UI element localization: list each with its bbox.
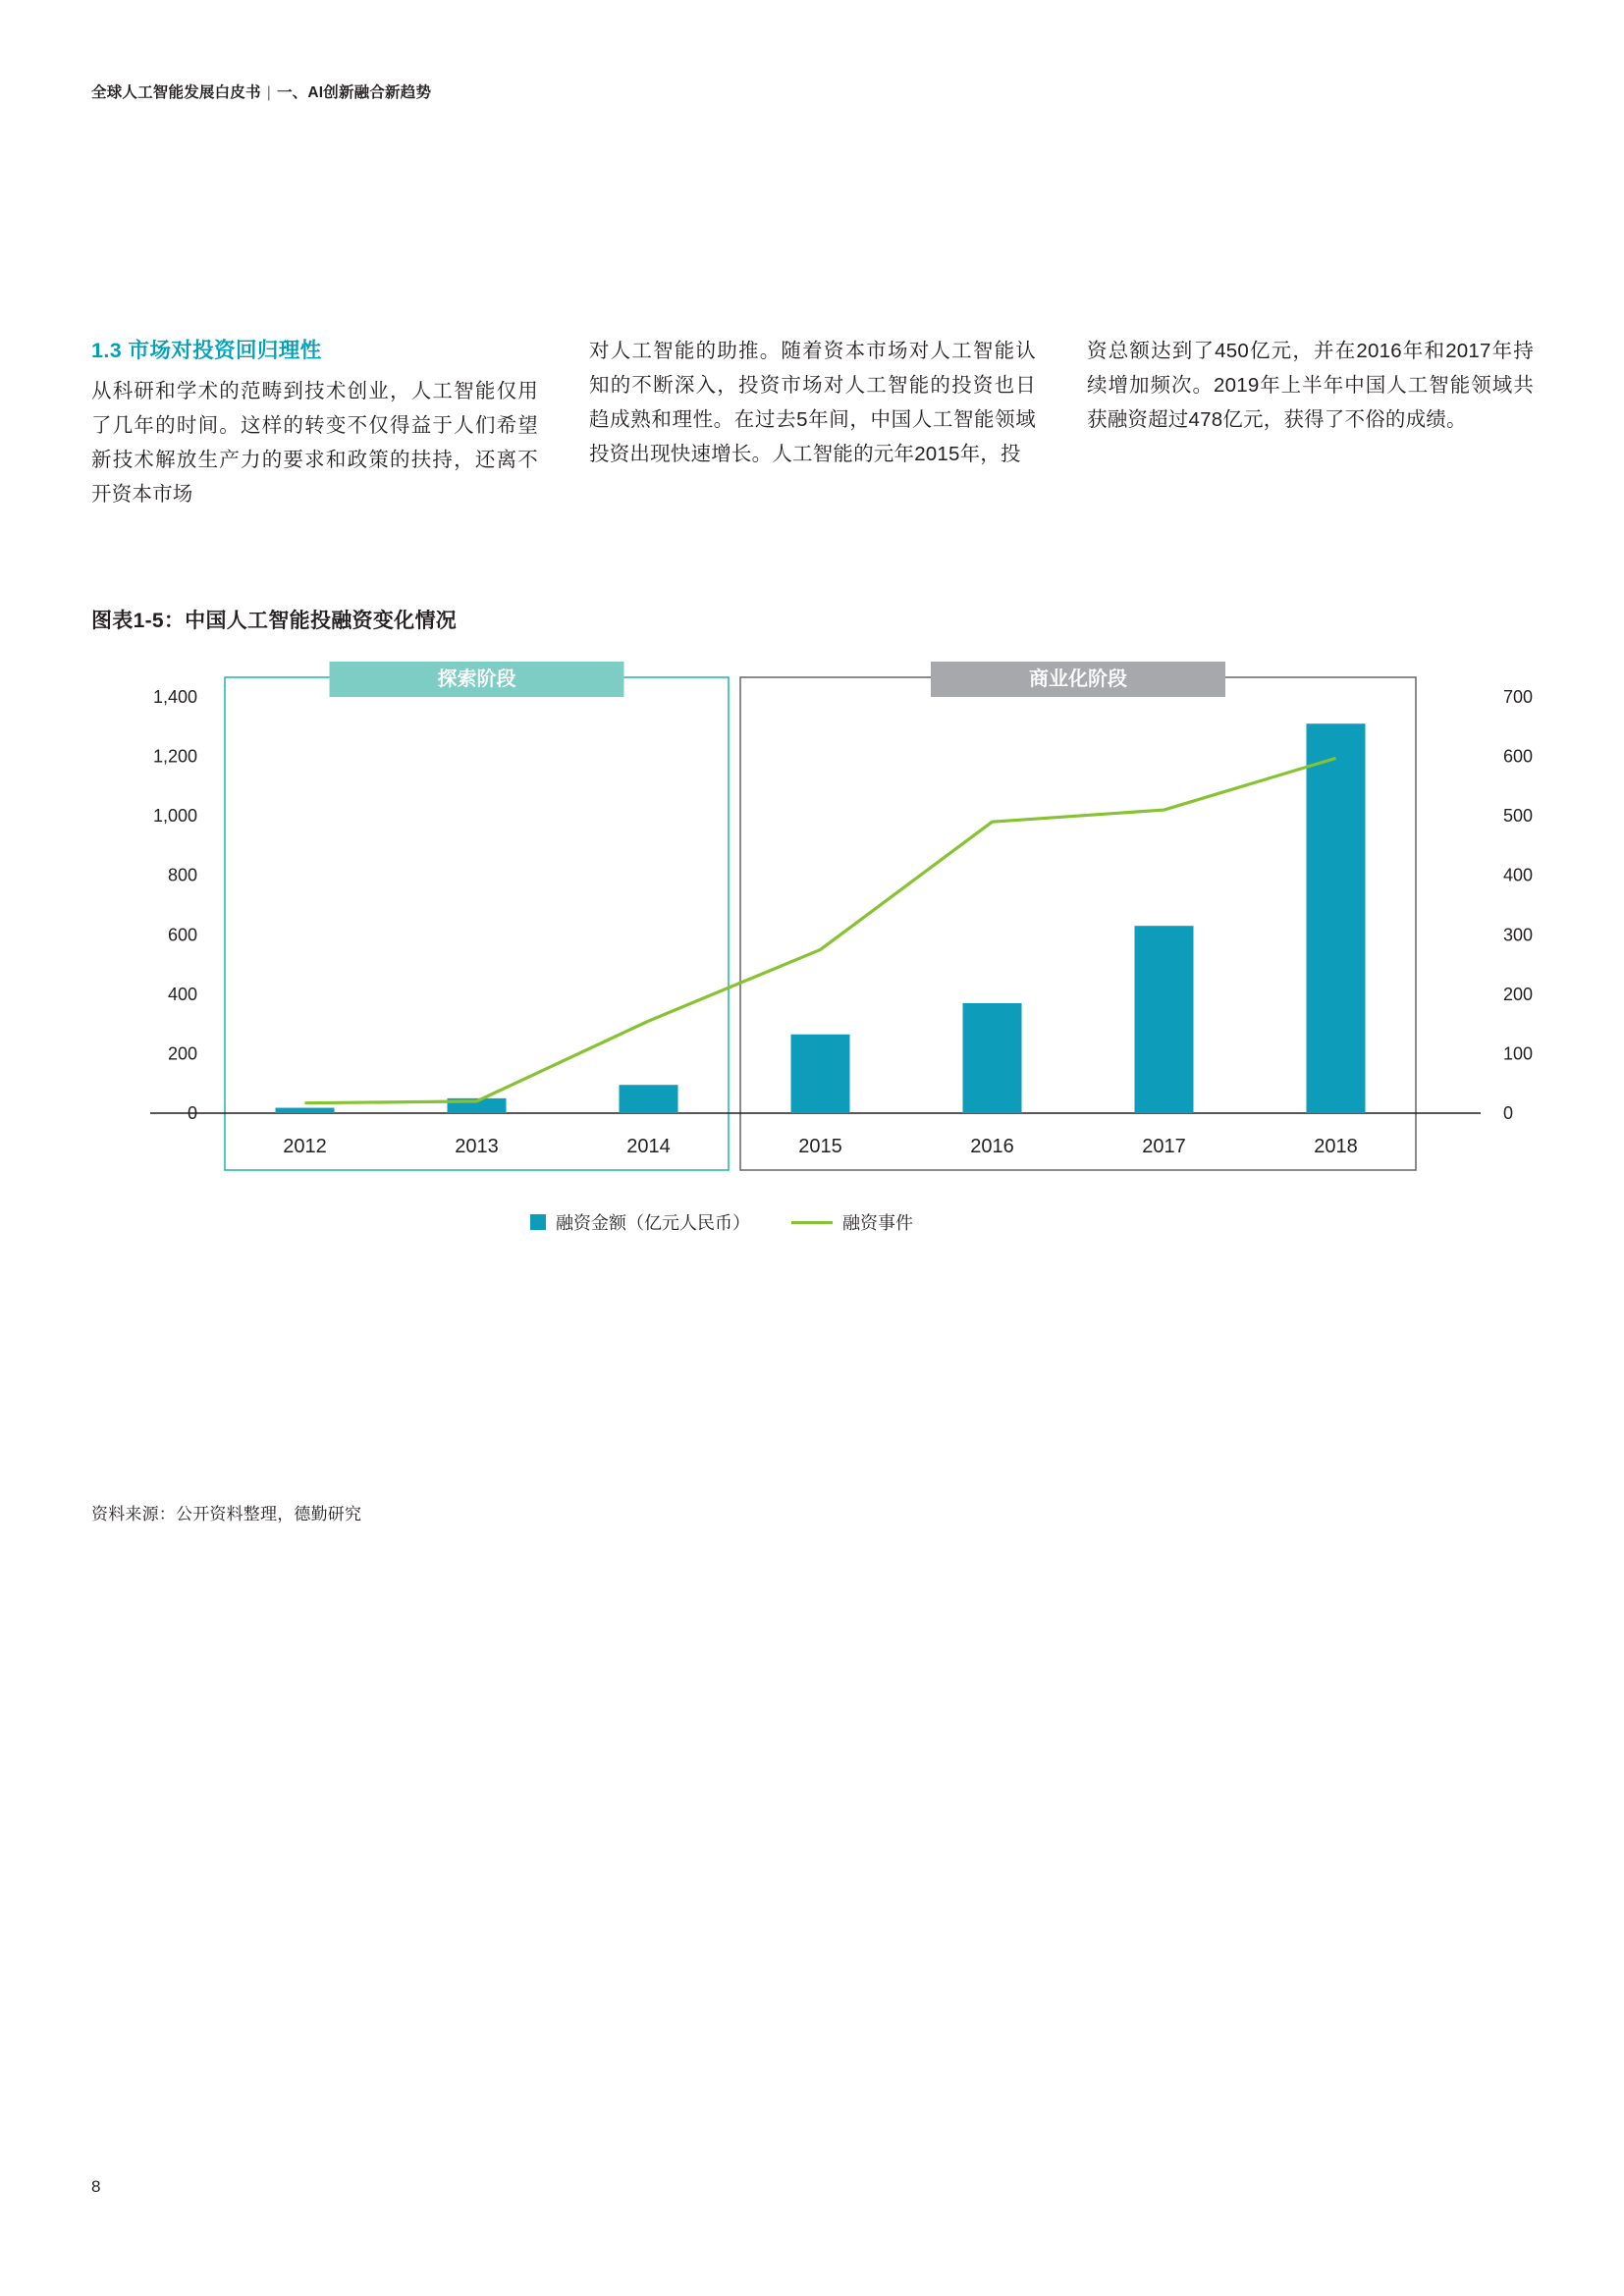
legend-label-bar: 融资金额（亿元人民币） <box>556 1213 750 1233</box>
x-axis-tick-2012: 2012 <box>283 1136 327 1157</box>
running-header <box>91 80 431 102</box>
y-axis-right-tick: 400 <box>1503 865 1534 885</box>
x-axis-tick-2016: 2016 <box>970 1136 1014 1157</box>
y-axis-left-tick: 0 <box>187 1103 197 1123</box>
document-title: 全球人工智能发展白皮书 <box>91 84 261 101</box>
y-axis-left-tick: 1,200 <box>152 746 197 767</box>
y-axis-right-tick: 0 <box>1503 1103 1514 1123</box>
y-axis-right-tick: 200 <box>1503 984 1534 1004</box>
bar-2018 <box>1307 723 1366 1113</box>
y-axis-left-tick: 1,000 <box>152 806 197 827</box>
x-axis-tick-2017: 2017 <box>1142 1136 1186 1157</box>
y-axis-left-tick: 200 <box>167 1043 197 1064</box>
column-3 <box>1087 334 1534 511</box>
column-1 <box>91 334 538 511</box>
chart-container <box>91 660 1535 1209</box>
chart-legend <box>0 1209 1443 1235</box>
phase-label-commercial: 商业化阶段 <box>1029 668 1127 690</box>
x-axis-tick-2013: 2013 <box>455 1136 499 1157</box>
bar-2015 <box>791 1035 850 1113</box>
y-axis-right-tick: 600 <box>1503 746 1534 767</box>
page-number: 8 <box>91 2177 101 2196</box>
y-axis-left-tick: 600 <box>167 925 197 945</box>
x-axis-tick-2014: 2014 <box>626 1136 671 1157</box>
section-title: 一、AI创新融合新趋势 <box>276 84 432 101</box>
x-axis-tick-2018: 2018 <box>1314 1136 1358 1157</box>
legend-item-bar <box>530 1209 750 1235</box>
y-axis-left-tick: 400 <box>167 984 197 1004</box>
bar-2014 <box>620 1085 678 1113</box>
figure-title: 图表1-5：中国人工智能投融资变化情况 <box>91 610 458 632</box>
legend-item-line <box>791 1209 913 1235</box>
y-axis-left-tick: 1,400 <box>152 687 197 707</box>
y-axis-right-tick: 500 <box>1503 806 1534 827</box>
line-swatch-icon <box>791 1221 833 1224</box>
y-axis-right-tick: 700 <box>1503 687 1534 707</box>
subsection-heading: 1.3 市场对投资回归理性 <box>91 339 322 362</box>
bar-swatch-icon <box>530 1214 546 1230</box>
paragraph-col3: 资总额达到了450亿元，并在2016年和2017年持续增加频次。2019年上半年中国人工智能领域共获融资超过478亿元，获得了不俗的成绩。 <box>1087 340 1534 431</box>
bar-2012 <box>276 1108 335 1113</box>
y-axis-right-tick: 100 <box>1503 1043 1534 1064</box>
paragraph-col1: 从科研和学术的范畴到技术创业，人工智能仅用了几年的时间。这样的转变不仅得益于人们希望新技术解放生产力的要求和政策的扶持，还离不开资本市场 <box>91 380 538 506</box>
header-separator: | <box>266 84 271 101</box>
legend-label-line: 融资事件 <box>842 1213 913 1233</box>
bar-2017 <box>1135 926 1194 1113</box>
y-axis-right-tick: 300 <box>1503 925 1534 945</box>
y-axis-left-tick: 800 <box>167 865 197 885</box>
figure-source: 资料来源：公开资料整理，德勤研究 <box>91 1505 362 1523</box>
body-columns <box>91 334 1535 511</box>
column-2 <box>589 334 1036 511</box>
bar-2016 <box>963 1003 1022 1113</box>
phase-label-exploration: 探索阶段 <box>437 668 516 690</box>
paragraph-col2: 对人工智能的助推。随着资本市场对人工智能认知的不断深入，投资市场对人工智能的投资也日趋成熟和理性。在过去5年间，中国人工智能领域投资出现快速增长。人工智能的元年2015年，投 <box>589 340 1036 465</box>
x-axis-tick-2015: 2015 <box>798 1136 842 1157</box>
financing-chart <box>91 660 1535 1209</box>
